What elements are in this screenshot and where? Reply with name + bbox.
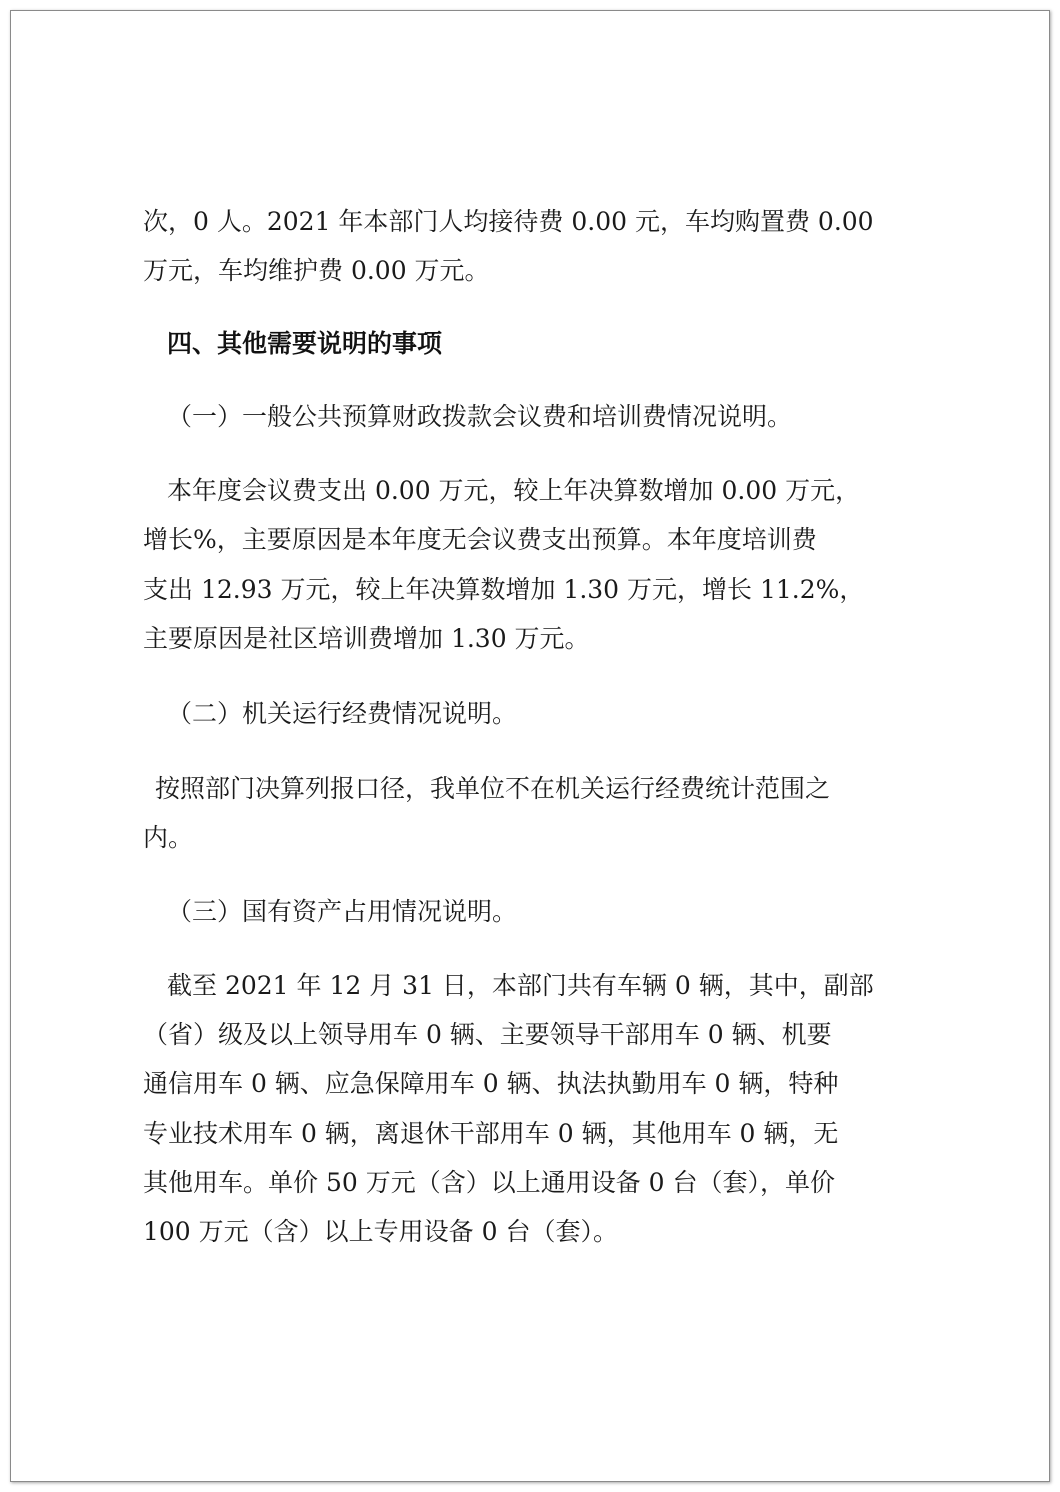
- paragraph-line: 增长%，主要原因是本年度无会议费支出预算。本年度培训费: [143, 525, 817, 554]
- paragraph-line: 其他用车。单价 50 万元（含）以上通用设备 0 台（套），单价: [143, 1168, 836, 1197]
- subsection-title: （二）机关运行经费情况说明。: [167, 699, 518, 728]
- paragraph-line: 主要原因是社区培训费增加 1.30 万元。: [143, 624, 590, 653]
- paragraph-line: 通信用车 0 辆、应急保障用车 0 辆、执法执勤用车 0 辆，特种: [143, 1069, 839, 1098]
- document-page: [10, 10, 1050, 1482]
- subsection-title: （一）一般公共预算财政拨款会议费和培训费情况说明。: [167, 402, 793, 431]
- paragraph-line: （省）级及以上领导用车 0 辆、主要领导干部用车 0 辆、机要: [143, 1020, 832, 1049]
- paragraph-line: 万元，车均维护费 0.00 万元。: [143, 256, 490, 285]
- paragraph-line: 次，0 人。2021 年本部门人均接待费 0.00 元，车均购置费 0.00: [143, 207, 874, 236]
- section-heading: 四、其他需要说明的事项: [167, 329, 443, 358]
- paragraph-line: 支出 12.93 万元，较上年决算数增加 1.30 万元，增长 11.2%，: [143, 575, 865, 604]
- subsection-title: （三）国有资产占用情况说明。: [167, 897, 518, 926]
- paragraph-line: 专业技术用车 0 辆，离退休干部用车 0 辆，其他用车 0 辆，无: [143, 1119, 839, 1148]
- paragraph-line: 按照部门决算列报口径，我单位不在机关运行经费统计范围之: [155, 774, 831, 803]
- paragraph-line: 截至 2021 年 12 月 31 日，本部门共有车辆 0 辆，其中，副部: [167, 971, 874, 1000]
- paragraph-line: 100 万元（含）以上专用设备 0 台（套）。: [143, 1217, 618, 1246]
- paragraph-line: 本年度会议费支出 0.00 万元，较上年决算数增加 0.00 万元，: [167, 476, 861, 505]
- paragraph-line: 内。: [143, 823, 194, 852]
